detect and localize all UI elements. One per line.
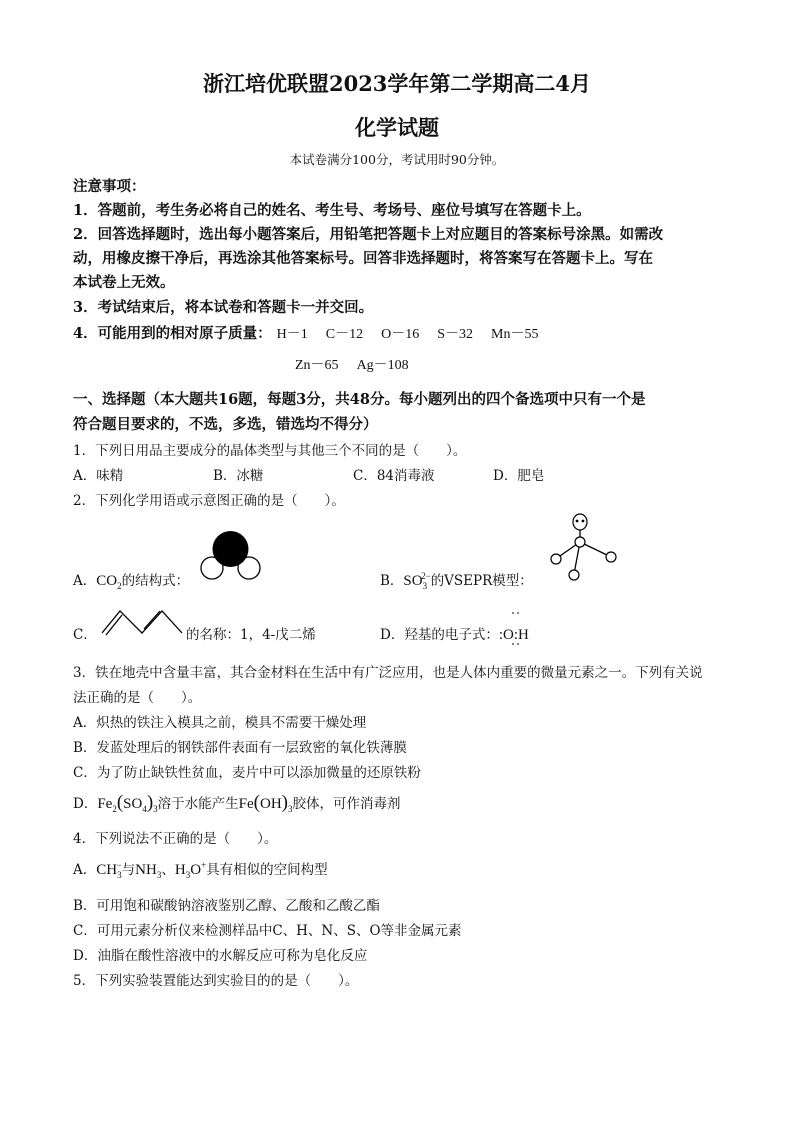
q2-option-c-text: 的名称：1，4-戊二烯 <box>186 627 316 643</box>
q3-option-a: A．炽热的铁注入模具之前，模具不需要干燥处理 <box>73 715 367 731</box>
q3-option-d: D．$Fe_2(SO_4)_3$溶于水能产生$Fe(OH)_3$胶体，可作消毒剂 <box>73 792 401 814</box>
mass-ag: Ag－108 <box>356 358 409 373</box>
electron-dot-pairs <box>509 610 523 648</box>
atomic-masses-row-2 <box>295 354 427 374</box>
q1-option-d: D．肥皂 <box>493 468 545 484</box>
exam-subtitle: 化学试题 <box>355 115 439 140</box>
q5-stem: 5．下列实验装置能达到实验目的的是（ ）。 <box>73 973 359 989</box>
q2-option-b: B．$SO_3^{2-}$的VSEPR模型： <box>380 571 533 591</box>
section-1-heading-line-2: 符合题目要求的，不选，多选，错选均不得分） <box>73 416 378 433</box>
pentadiene-skeletal-structure <box>100 603 184 639</box>
co2-formula: $CO_2$ <box>96 573 122 591</box>
section-1-heading-line-1: 一、选择题（本大题共16题，每题3分，共48分。每小题列出的四个备选项中只有一个是 <box>73 391 646 408</box>
mass-zn: Zn－65 <box>295 358 339 373</box>
co2-space-filling-model <box>198 528 264 582</box>
q3-option-b: B．发蓝处理后的钢铁部件表面有一层致密的氧化铁薄膜 <box>73 740 407 756</box>
mass-mn: Mn－55 <box>491 327 539 342</box>
q1-option-a: A．味精 <box>73 468 124 484</box>
hydronium-formula: $H_3O^+$ <box>174 860 207 880</box>
mass-h: H－1 <box>276 327 308 342</box>
methyl-anion-formula: $CH_3^-$ <box>96 860 122 880</box>
note-3: 3．考试结束后，将本试卷和答题卡一并交回。 <box>73 299 374 316</box>
vsepr-model-diagram <box>545 512 623 584</box>
iron-hydroxide-formula: $Fe(OH)_3$ <box>238 792 293 814</box>
notes-heading: 注意事项： <box>73 178 146 195</box>
q2-stem: 2．下列化学用语或示意图正确的是（ ）。 <box>73 493 345 509</box>
q1-option-b: B．冰糖 <box>213 468 264 484</box>
q4-stem: 4．下列说法不正确的是（ ）。 <box>73 831 278 847</box>
q3-option-c: C．为了防止缺铁性贫血，麦片中可以添加微量的还原铁粉 <box>73 765 421 781</box>
mass-c: C－12 <box>325 327 364 342</box>
note-2-line-1: 2．回答选择题时，选出每小题答案后，用铅笔把答题卡上对应题目的答案标号涂黑。如需改 <box>73 226 664 243</box>
q2-option-c-prefix: C． <box>73 627 97 643</box>
q4-option-a: A．$CH_3^-$与$NH_3$、$H_3O^+$具有相似的空间构型 <box>73 860 328 880</box>
iron-sulfate-formula: $Fe_2(SO_4)_3$ <box>97 792 158 814</box>
q3-stem-line-1: 3．铁在地壳中含量丰富，其合金材料在生活中有广泛应用，也是人体内重要的微量元素之一。下列有关说 <box>73 665 703 681</box>
q4-option-b: B．可用饱和碳酸钠溶液鉴别乙醇、乙酸和乙酸乙酯 <box>73 898 380 914</box>
q2-option-d: D．羟基的电子式：:O:H <box>380 627 529 643</box>
note-1: 1．答题前，考生务必将自己的姓名、考生号、考场号、座位号填写在答题卡上。 <box>73 202 591 219</box>
mass-o: O－16 <box>381 327 420 342</box>
q1-option-c: C．84消毒液 <box>353 468 435 484</box>
ammonia-formula: $NH_3$ <box>135 862 162 880</box>
atomic-masses-row-1 <box>277 327 557 342</box>
note-2-line-3: 本试卷上无效。 <box>73 274 175 291</box>
mass-s: S－32 <box>437 327 474 342</box>
note-4 <box>73 322 557 343</box>
q4-option-c: C．可用元素分析仪来检测样品中C、H、N、S、O等非金属元素 <box>73 923 462 939</box>
note-4-label: 4．可能用到的相对原子质量： <box>73 325 272 342</box>
so3-ion-formula: $SO_3^{2-}$ <box>403 571 431 591</box>
hydroxyl-electron-formula: :O:H <box>498 627 529 643</box>
q2-option-a: A．$CO_2$的结构式： <box>73 573 190 591</box>
q4-option-d: D．油脂在酸性溶液中的水解反应可称为皂化反应 <box>73 948 368 964</box>
exam-title: 浙江培优联盟2023学年第二学期高二4月 <box>202 71 592 96</box>
q3-stem-line-2: 法正确的是（ ）。 <box>73 690 202 706</box>
note-2-line-2: 动，用橡皮擦干净后，再选涂其他答案标号。回答非选择题时，将答案写在答题卡上。写在 <box>73 250 653 267</box>
q1-stem: 1．下列日用品主要成分的晶体类型与其他三个不同的是（ ）。 <box>73 443 467 459</box>
exam-info: 本试卷满分100分，考试用时90分钟。 <box>289 152 505 167</box>
